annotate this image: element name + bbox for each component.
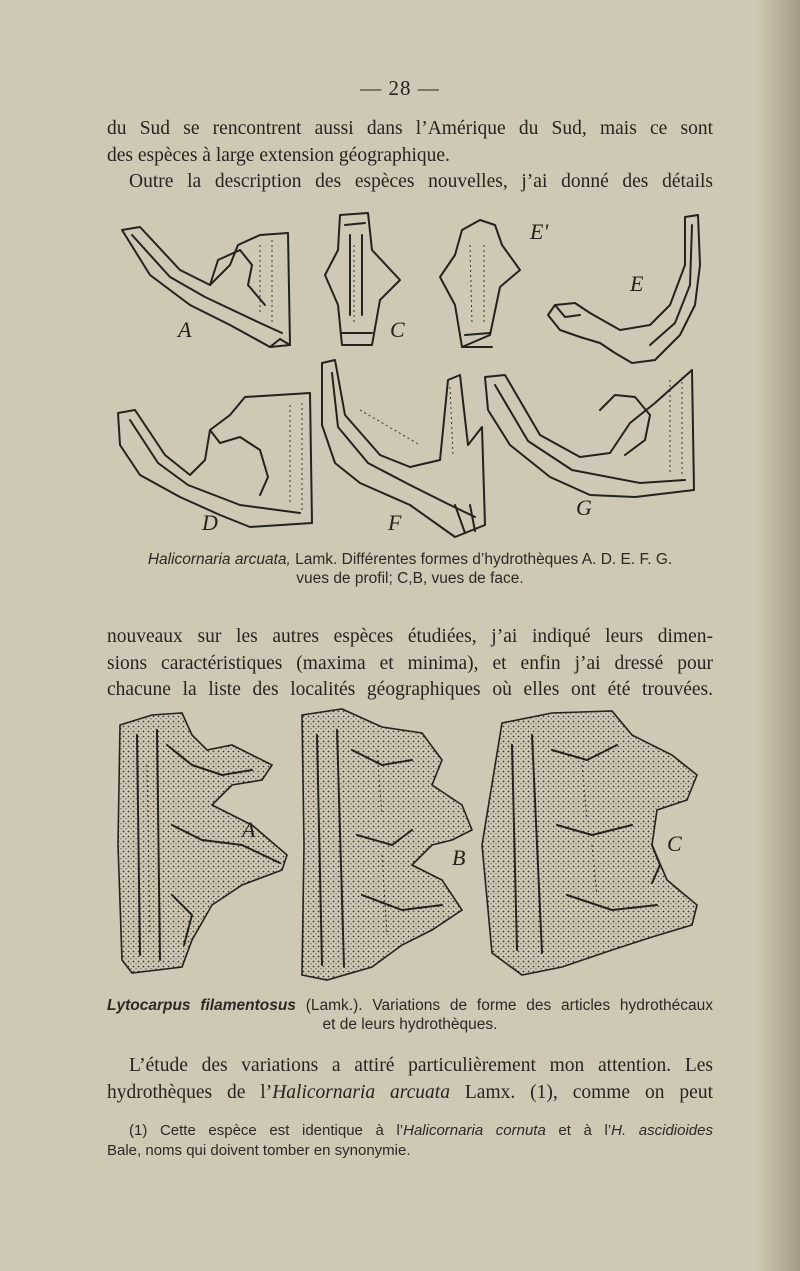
hydrotheca-a [122,227,290,347]
caption-text: et de leurs hydrothèques. [322,1016,498,1033]
hydrotheca-g [485,370,694,497]
hydrotheca-e-prime [440,220,520,347]
footnote-line [107,1121,713,1141]
figure-lytocarpus-drawing [112,705,704,983]
text-span: (1) Cette espèce est identique à l’ [129,1122,404,1139]
caption-species-name: Halicornaria arcuata, [147,551,291,568]
text-span: Lamx. (1), comme on peut [449,1081,713,1103]
figure1-label-c: C [390,317,405,342]
figure1-label-e: E [630,271,644,296]
species-name: H. ascidioides [611,1122,713,1139]
text-span: et à l’ [545,1122,612,1139]
page-number: — 28 — [360,76,440,100]
figure1-label-d: D [202,510,218,535]
hydrotheca-e [548,215,700,363]
figure-halicornaria-drawing [110,205,710,545]
figure1-label-e-prime: E' [530,219,549,244]
paragraph-1 [107,116,713,196]
text-line: Outre la description des espèces nouvelles, j’ai donné des détails [129,171,713,192]
hydrotheca-d [118,393,312,527]
figure2-label-c: C [667,831,682,856]
species-name: Halicornaria cornuta [403,1122,546,1139]
caption-text: vues de profil; C,B, vues de face. [296,570,524,587]
text-span: hydrothèques de l’ [107,1081,273,1103]
text-line: sions caractéristiques (maxima et minima), et enfin j’ai dressé pour [107,652,713,674]
figure2-caption [107,996,713,1034]
figure2-label-b: B [452,845,466,870]
caption-text: (Lamk.). Variations de forme des articles hydrothécaux [295,997,713,1014]
figure-lytocarpus [112,705,704,983]
article-a [118,713,287,973]
article-c [482,711,697,975]
footnote [107,1121,713,1161]
figure1-caption [107,550,713,588]
text-line: des espèces à large extension géographique. [107,144,450,166]
text-line: chacune la liste des localités géographiques où elles ont été trouvées. [107,679,713,700]
text-line: nouveaux sur les autres espèces étudiées, j’ai indiqué leurs dimen- [107,626,713,647]
text-line [107,1080,713,1107]
paragraph-3 [107,1053,713,1106]
figure1-label-f: F [388,510,402,535]
figure2-label-a: A [242,817,256,842]
text-line: du Sud se rencontrent aussi dans l’Amérique du Sud, mais ce sont [107,118,713,139]
article-b [302,709,472,980]
figure1-label-a: A [178,317,192,342]
caption-species-name: Lytocarpus filamentosus [107,997,296,1014]
footnote-line: Bale, noms qui doivent tomber en synonymie. [107,1142,411,1159]
caption-text: Lamk. Différentes formes d’hydrothèques A. D. E. F. G. [290,551,673,568]
text-line: L’étude des variations a attiré particulièrement mon attention. Les [129,1055,713,1076]
hydrotheca-f [322,360,485,537]
hydrotheca-c [325,213,400,345]
paragraph-2 [107,624,713,704]
figure1-label-g: G [576,495,592,520]
page-spine-shadow [756,0,800,1271]
species-name: Halicornaria arcuata [272,1081,450,1103]
figure-halicornaria [110,205,710,545]
